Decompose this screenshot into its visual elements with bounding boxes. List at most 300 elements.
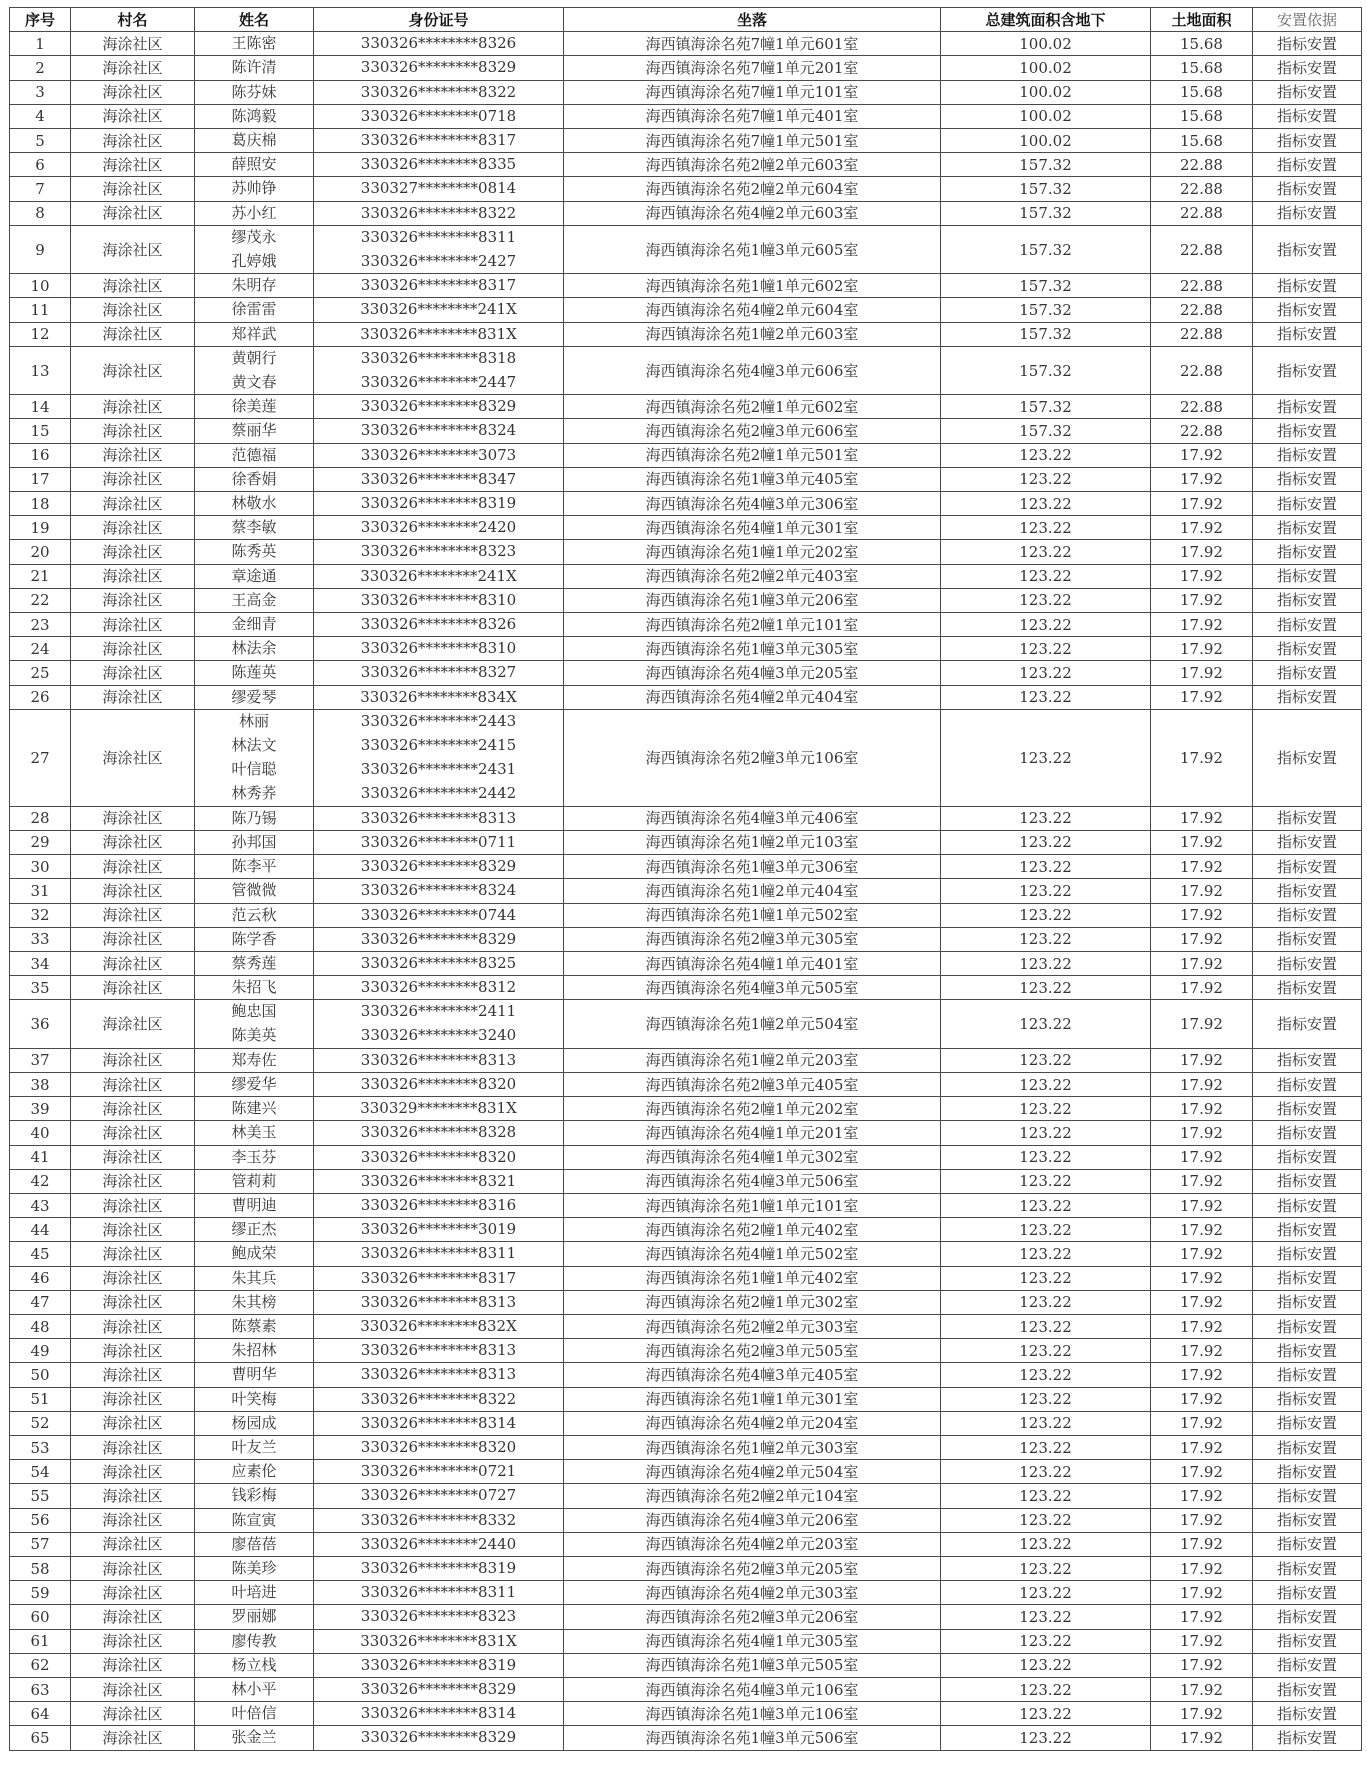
cell-seq: 5	[10, 129, 71, 153]
cell-land-area: 17.92	[1151, 879, 1253, 903]
cell-names	[195, 685, 314, 709]
cell-building-area: 123.22	[941, 951, 1151, 975]
cell-land-area: 17.92	[1151, 1605, 1253, 1629]
cell-id-numbers	[314, 588, 564, 612]
cell-id-numbers	[314, 1266, 564, 1290]
id-number: 330327********0814	[360, 179, 517, 198]
cell-names	[195, 1072, 314, 1096]
cell-seq: 58	[10, 1556, 71, 1580]
cell-building-area: 100.02	[941, 104, 1151, 128]
cell-basis: 指标安置	[1253, 298, 1362, 322]
header-id-number: 身份证号	[314, 8, 564, 32]
cell-land-area: 15.68	[1151, 32, 1253, 56]
cell-building-area: 123.22	[941, 540, 1151, 564]
cell-building-area: 123.22	[941, 830, 1151, 854]
cell-basis: 指标安置	[1253, 274, 1362, 298]
cell-location: 海西镇海涂名苑1幢1单元301室	[564, 1387, 941, 1411]
id-number: 330326********8310	[360, 639, 517, 658]
cell-basis: 指标安置	[1253, 1532, 1362, 1556]
person-name: 廖传教	[231, 1631, 277, 1650]
cell-basis: 指标安置	[1253, 129, 1362, 153]
table-row	[10, 1484, 1362, 1508]
cell-basis: 指标安置	[1253, 1242, 1362, 1266]
cell-id-numbers	[314, 274, 564, 298]
cell-id-numbers	[314, 1314, 564, 1338]
id-number: 330326********8324	[360, 881, 517, 900]
cell-location: 海西镇海涂名苑1幢2单元303室	[564, 1435, 941, 1459]
cell-village: 海涂社区	[71, 177, 195, 201]
cell-names	[195, 177, 314, 201]
cell-names	[195, 129, 314, 153]
cell-village: 海涂社区	[71, 685, 195, 709]
cell-id-numbers	[314, 322, 564, 346]
cell-id-numbers	[314, 492, 564, 516]
cell-id-numbers	[314, 1387, 564, 1411]
cell-id-numbers	[314, 903, 564, 927]
cell-basis: 指标安置	[1253, 879, 1362, 903]
person-name: 管莉莉	[231, 1171, 277, 1190]
cell-village: 海涂社区	[71, 903, 195, 927]
cell-location: 海西镇海涂名苑4幢1单元301室	[564, 516, 941, 540]
cell-building-area: 123.22	[941, 564, 1151, 588]
cell-seq: 24	[10, 637, 71, 661]
person-name: 金细青	[231, 615, 277, 634]
cell-land-area: 15.68	[1151, 80, 1253, 104]
cell-land-area: 17.92	[1151, 1339, 1253, 1363]
id-number: 330326********8316	[360, 1195, 517, 1214]
cell-seq: 55	[10, 1484, 71, 1508]
cell-building-area: 123.22	[941, 1290, 1151, 1314]
cell-land-area: 17.92	[1151, 1242, 1253, 1266]
person-name: 叶友兰	[231, 1437, 277, 1456]
table-row	[10, 1702, 1362, 1726]
cell-land-area: 17.92	[1151, 564, 1253, 588]
cell-basis: 指标安置	[1253, 1314, 1362, 1338]
cell-id-numbers	[314, 1193, 564, 1217]
cell-location: 海西镇海涂名苑4幢2单元204室	[564, 1411, 941, 1435]
id-number: 330326********831X	[360, 324, 517, 343]
cell-location: 海西镇海涂名苑4幢1单元302室	[564, 1145, 941, 1169]
id-number: 330326********8326	[360, 34, 517, 53]
cell-basis: 指标安置	[1253, 1702, 1362, 1726]
person-name: 叶倍信	[231, 1704, 277, 1723]
cell-seq: 39	[10, 1097, 71, 1121]
id-number: 330326********8320	[360, 1147, 517, 1166]
cell-village: 海涂社区	[71, 879, 195, 903]
person-name: 王高金	[231, 590, 277, 609]
table-row	[10, 1460, 1362, 1484]
cell-names	[195, 1145, 314, 1169]
cell-land-area: 22.88	[1151, 395, 1253, 419]
cell-names	[195, 1339, 314, 1363]
cell-village: 海涂社区	[71, 1387, 195, 1411]
person-name: 林法文	[231, 735, 277, 754]
cell-land-area: 17.92	[1151, 1169, 1253, 1193]
cell-id-numbers	[314, 104, 564, 128]
cell-land-area: 22.88	[1151, 177, 1253, 201]
id-number: 330326********8326	[360, 615, 517, 634]
cell-names	[195, 1097, 314, 1121]
cell-location: 海西镇海涂名苑2幢1单元101室	[564, 613, 941, 637]
cell-names	[195, 927, 314, 951]
cell-basis: 指标安置	[1253, 1193, 1362, 1217]
table-row	[10, 540, 1362, 564]
id-number: 330326********8347	[360, 469, 517, 488]
cell-building-area: 123.22	[941, 879, 1151, 903]
cell-land-area: 17.92	[1151, 613, 1253, 637]
person-name: 罗丽娜	[231, 1607, 277, 1626]
id-number: 330326********8325	[360, 953, 517, 972]
cell-id-numbers	[314, 1072, 564, 1096]
cell-building-area: 123.22	[941, 1048, 1151, 1072]
cell-seq: 63	[10, 1678, 71, 1702]
table-row	[10, 419, 1362, 443]
cell-basis: 指标安置	[1253, 443, 1362, 467]
header-row	[10, 8, 1362, 32]
cell-id-numbers	[314, 419, 564, 443]
cell-building-area: 123.22	[941, 1193, 1151, 1217]
cell-names	[195, 1218, 314, 1242]
cell-basis: 指标安置	[1253, 1387, 1362, 1411]
cell-location: 海西镇海涂名苑1幢2单元103室	[564, 830, 941, 854]
person-name: 朱明存	[231, 276, 277, 295]
id-number: 330326********8313	[360, 1050, 517, 1069]
cell-id-numbers	[314, 1000, 564, 1048]
cell-location: 海西镇海涂名苑1幢3单元305室	[564, 637, 941, 661]
person-name: 孔婷娥	[231, 251, 277, 270]
id-number: 330326********8313	[360, 1292, 517, 1311]
table-row	[10, 1193, 1362, 1217]
person-name: 李玉芬	[231, 1147, 277, 1166]
table-row	[10, 1121, 1362, 1145]
cell-village: 海涂社区	[71, 1072, 195, 1096]
cell-building-area: 123.22	[941, 1653, 1151, 1677]
cell-village: 海涂社区	[71, 637, 195, 661]
cell-id-numbers	[314, 298, 564, 322]
id-number: 330326********8329	[360, 58, 517, 77]
cell-id-numbers	[314, 564, 564, 588]
cell-names	[195, 1702, 314, 1726]
cell-seq: 61	[10, 1629, 71, 1653]
id-number: 330326********0721	[360, 1462, 517, 1481]
cell-seq: 31	[10, 879, 71, 903]
cell-seq: 30	[10, 855, 71, 879]
cell-land-area: 17.92	[1151, 467, 1253, 491]
id-number: 330326********8322	[360, 1389, 517, 1408]
cell-land-area: 17.92	[1151, 1387, 1253, 1411]
cell-building-area: 123.22	[941, 1097, 1151, 1121]
table-row	[10, 806, 1362, 830]
cell-building-area: 157.32	[941, 346, 1151, 394]
cell-basis: 指标安置	[1253, 1290, 1362, 1314]
cell-location: 海西镇海涂名苑4幢2单元603室	[564, 201, 941, 225]
cell-building-area: 123.22	[941, 1339, 1151, 1363]
cell-basis: 指标安置	[1253, 830, 1362, 854]
person-name: 陈许清	[231, 58, 277, 77]
cell-building-area: 123.22	[941, 1363, 1151, 1387]
cell-building-area: 123.22	[941, 1169, 1151, 1193]
cell-land-area: 17.92	[1151, 1532, 1253, 1556]
cell-building-area: 123.22	[941, 1556, 1151, 1580]
cell-village: 海涂社区	[71, 1629, 195, 1653]
header-basis: 安置依据	[1253, 8, 1362, 32]
cell-location: 海西镇海涂名苑7幢1单元101室	[564, 80, 941, 104]
cell-location: 海西镇海涂名苑2幢2单元303室	[564, 1314, 941, 1338]
id-number: 330326********8329	[360, 929, 517, 948]
cell-basis: 指标安置	[1253, 492, 1362, 516]
person-name: 林美玉	[231, 1123, 277, 1142]
cell-location: 海西镇海涂名苑2幢1单元302室	[564, 1290, 941, 1314]
id-number: 330326********2447	[360, 372, 517, 391]
table-row	[10, 709, 1362, 806]
cell-location: 海西镇海涂名苑1幢1单元202室	[564, 540, 941, 564]
cell-village: 海涂社区	[71, 1678, 195, 1702]
cell-seq: 46	[10, 1266, 71, 1290]
cell-building-area: 157.32	[941, 201, 1151, 225]
cell-land-area: 17.92	[1151, 1290, 1253, 1314]
id-number: 330326********241X	[360, 300, 517, 319]
cell-village: 海涂社区	[71, 322, 195, 346]
cell-village: 海涂社区	[71, 1435, 195, 1459]
cell-names	[195, 492, 314, 516]
table-row	[10, 830, 1362, 854]
person-name: 章途通	[231, 566, 277, 585]
cell-id-numbers	[314, 1290, 564, 1314]
table-row	[10, 1363, 1362, 1387]
cell-basis: 指标安置	[1253, 951, 1362, 975]
cell-location: 海西镇海涂名苑2幢2单元104室	[564, 1484, 941, 1508]
person-name: 陈美珍	[231, 1558, 277, 1577]
cell-village: 海涂社区	[71, 298, 195, 322]
person-name: 葛庆棉	[231, 131, 277, 149]
cell-names	[195, 80, 314, 104]
cell-id-numbers	[314, 1242, 564, 1266]
cell-seq: 19	[10, 516, 71, 540]
cell-names	[195, 322, 314, 346]
cell-names	[195, 1653, 314, 1677]
cell-building-area: 123.22	[941, 1266, 1151, 1290]
cell-id-numbers	[314, 225, 564, 273]
cell-land-area: 17.92	[1151, 1629, 1253, 1653]
person-name: 徐香娟	[231, 469, 277, 488]
id-number: 330326********0727	[360, 1486, 517, 1505]
cell-building-area: 123.22	[941, 1726, 1151, 1750]
cell-location: 海西镇海涂名苑2幢1单元202室	[564, 1097, 941, 1121]
id-number: 330326********3073	[360, 445, 517, 464]
cell-location: 海西镇海涂名苑1幢3单元505室	[564, 1653, 941, 1677]
cell-basis: 指标安置	[1253, 1218, 1362, 1242]
cell-seq: 16	[10, 443, 71, 467]
cell-village: 海涂社区	[71, 1581, 195, 1605]
cell-seq: 52	[10, 1411, 71, 1435]
cell-id-numbers	[314, 1726, 564, 1750]
cell-names	[195, 1169, 314, 1193]
person-name: 苏小红	[231, 203, 277, 222]
cell-village: 海涂社区	[71, 951, 195, 975]
cell-village: 海涂社区	[71, 1097, 195, 1121]
cell-land-area: 15.68	[1151, 104, 1253, 128]
cell-seq: 9	[10, 225, 71, 273]
cell-names	[195, 855, 314, 879]
cell-id-numbers	[314, 661, 564, 685]
cell-id-numbers	[314, 1169, 564, 1193]
cell-seq: 20	[10, 540, 71, 564]
cell-village: 海涂社区	[71, 1556, 195, 1580]
cell-names	[195, 1726, 314, 1750]
person-name: 应素伦	[231, 1462, 277, 1481]
cell-basis: 指标安置	[1253, 661, 1362, 685]
cell-seq: 35	[10, 976, 71, 1000]
cell-basis: 指标安置	[1253, 56, 1362, 80]
person-name: 陈秀英	[231, 542, 277, 561]
id-number: 330326********8319	[360, 1558, 517, 1577]
cell-seq: 47	[10, 1290, 71, 1314]
cell-id-numbers	[314, 951, 564, 975]
person-name: 缪爱琴	[231, 687, 277, 706]
cell-basis: 指标安置	[1253, 346, 1362, 394]
table-row	[10, 1048, 1362, 1072]
id-number: 330326********834X	[360, 687, 517, 706]
id-number: 330326********8312	[360, 978, 517, 997]
person-name: 范云秋	[231, 905, 277, 924]
id-number: 330326********8329	[360, 857, 517, 876]
cell-land-area: 22.88	[1151, 274, 1253, 298]
cell-basis: 指标安置	[1253, 855, 1362, 879]
cell-village: 海涂社区	[71, 661, 195, 685]
cell-id-numbers	[314, 1581, 564, 1605]
cell-id-numbers	[314, 613, 564, 637]
cell-basis: 指标安置	[1253, 1726, 1362, 1750]
cell-building-area: 123.22	[941, 1532, 1151, 1556]
cell-land-area: 22.88	[1151, 419, 1253, 443]
cell-names	[195, 104, 314, 128]
cell-seq: 33	[10, 927, 71, 951]
header-village: 村名	[71, 8, 195, 32]
cell-names	[195, 419, 314, 443]
cell-village: 海涂社区	[71, 1484, 195, 1508]
table-row	[10, 516, 1362, 540]
person-name: 朱其榜	[231, 1292, 277, 1311]
cell-basis: 指标安置	[1253, 903, 1362, 927]
cell-building-area: 123.22	[941, 1411, 1151, 1435]
cell-location: 海西镇海涂名苑7幢1单元601室	[564, 32, 941, 56]
cell-seq: 60	[10, 1605, 71, 1629]
person-name: 陈乃锡	[231, 808, 277, 827]
cell-id-numbers	[314, 1556, 564, 1580]
id-number: 330326********8314	[360, 1704, 517, 1723]
id-number: 330326********8329	[360, 1680, 517, 1698]
person-name: 郑祥武	[231, 324, 277, 343]
person-name: 蔡李敏	[231, 518, 277, 537]
table-row	[10, 976, 1362, 1000]
person-name: 黄文春	[231, 372, 277, 391]
cell-id-numbers	[314, 976, 564, 1000]
cell-land-area: 17.92	[1151, 1460, 1253, 1484]
cell-basis: 指标安置	[1253, 1508, 1362, 1532]
cell-location: 海西镇海涂名苑2幢3单元606室	[564, 419, 941, 443]
cell-seq: 42	[10, 1169, 71, 1193]
cell-village: 海涂社区	[71, 516, 195, 540]
cell-basis: 指标安置	[1253, 976, 1362, 1000]
id-number: 330326********8335	[360, 155, 517, 174]
cell-id-numbers	[314, 1145, 564, 1169]
cell-village: 海涂社区	[71, 830, 195, 854]
cell-id-numbers	[314, 806, 564, 830]
id-number: 330326********8319	[360, 494, 517, 513]
cell-building-area: 123.22	[941, 1072, 1151, 1096]
id-number: 330326********2415	[360, 735, 517, 754]
table-row	[10, 346, 1362, 394]
cell-id-numbers	[314, 1484, 564, 1508]
cell-seq: 57	[10, 1532, 71, 1556]
cell-basis: 指标安置	[1253, 1484, 1362, 1508]
cell-building-area: 123.22	[941, 1314, 1151, 1338]
cell-building-area: 123.22	[941, 709, 1151, 806]
cell-village: 海涂社区	[71, 1145, 195, 1169]
person-name: 陈李平	[231, 857, 277, 876]
cell-land-area: 17.92	[1151, 1678, 1253, 1702]
cell-names	[195, 153, 314, 177]
cell-location: 海西镇海涂名苑1幢2单元504室	[564, 1000, 941, 1048]
cell-village: 海涂社区	[71, 1290, 195, 1314]
cell-location: 海西镇海涂名苑1幢2单元603室	[564, 322, 941, 346]
cell-names	[195, 1000, 314, 1048]
cell-location: 海西镇海涂名苑2幢1单元602室	[564, 395, 941, 419]
cell-names	[195, 540, 314, 564]
cell-basis: 指标安置	[1253, 709, 1362, 806]
id-number: 330326********8321	[360, 1171, 517, 1190]
cell-building-area: 123.22	[941, 467, 1151, 491]
cell-land-area: 22.88	[1151, 346, 1253, 394]
cell-building-area: 100.02	[941, 129, 1151, 153]
person-name: 朱其兵	[231, 1268, 277, 1287]
table-row	[10, 1266, 1362, 1290]
id-number: 330326********8311	[360, 1244, 517, 1263]
cell-village: 海涂社区	[71, 1605, 195, 1629]
person-name: 郑寿佐	[231, 1050, 277, 1069]
cell-basis: 指标安置	[1253, 1121, 1362, 1145]
cell-id-numbers	[314, 1048, 564, 1072]
cell-building-area: 123.22	[941, 516, 1151, 540]
cell-id-numbers	[314, 1629, 564, 1653]
person-name: 管微微	[231, 881, 277, 900]
cell-village: 海涂社区	[71, 32, 195, 56]
id-number: 330326********8317	[360, 276, 517, 295]
table-row	[10, 201, 1362, 225]
cell-location: 海西镇海涂名苑4幢3单元505室	[564, 976, 941, 1000]
cell-village: 海涂社区	[71, 588, 195, 612]
cell-names	[195, 1532, 314, 1556]
table-row	[10, 685, 1362, 709]
cell-id-numbers	[314, 1411, 564, 1435]
table-row	[10, 927, 1362, 951]
cell-names	[195, 1290, 314, 1314]
header-location: 坐落	[564, 8, 941, 32]
table-row	[10, 613, 1362, 637]
person-name: 杨立栈	[231, 1655, 277, 1674]
cell-location: 海西镇海涂名苑4幢3单元405室	[564, 1363, 941, 1387]
table-row	[10, 1532, 1362, 1556]
cell-building-area: 123.22	[941, 1508, 1151, 1532]
cell-basis: 指标安置	[1253, 1339, 1362, 1363]
cell-id-numbers	[314, 201, 564, 225]
person-name: 孙邦国	[231, 832, 277, 851]
id-number: 330326********832X	[360, 1316, 517, 1335]
cell-id-numbers	[314, 1702, 564, 1726]
id-number: 330326********8327	[360, 663, 517, 682]
person-name: 鲍忠国	[231, 1002, 277, 1021]
cell-building-area: 123.22	[941, 1435, 1151, 1459]
